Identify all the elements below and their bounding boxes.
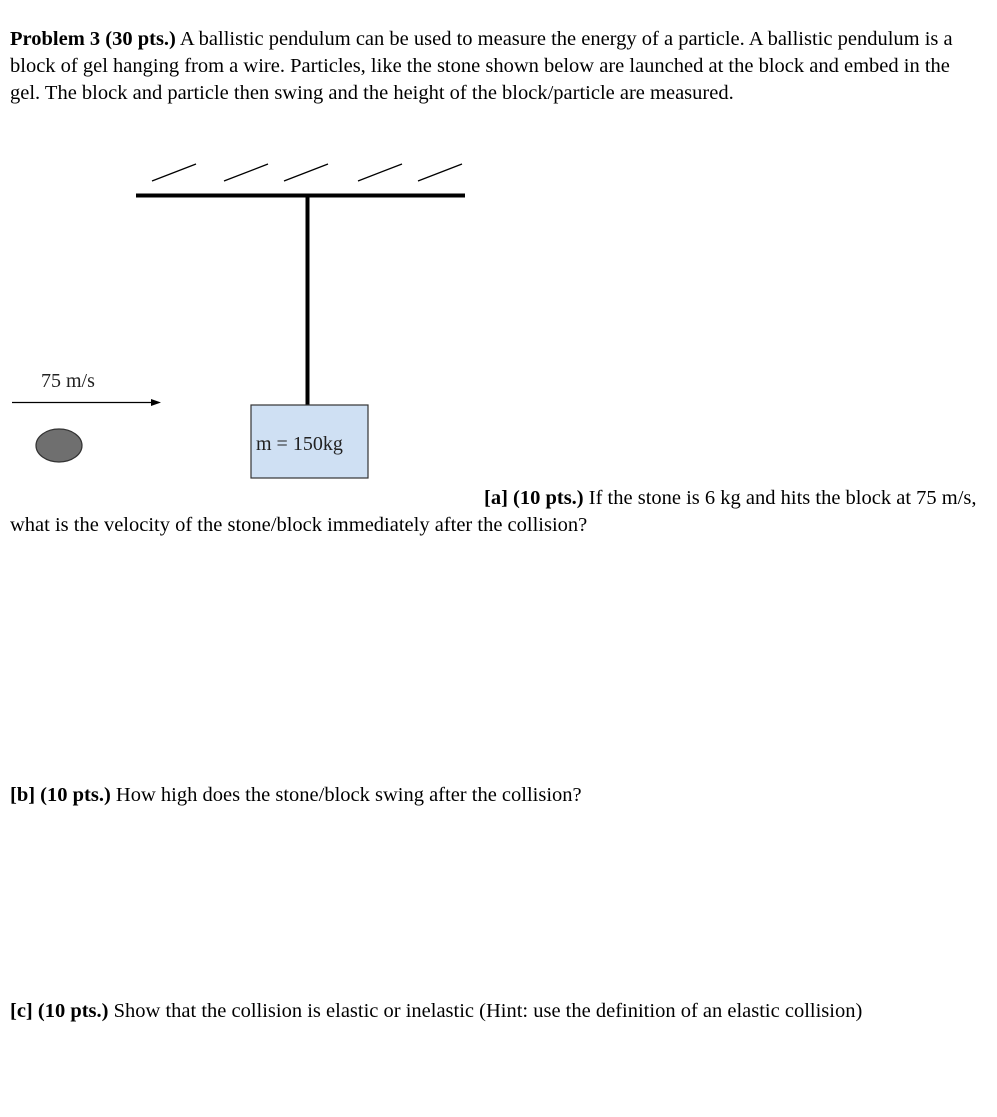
part-a-question (10, 485, 980, 539)
part-c-text: Show that the collision is elastic or inelastic (Hint: use the definition of an elastic collision) (108, 1000, 863, 1022)
problem-intro-text: A ballistic pendulum can be used to measure the energy of a particle. A ballistic pendulum is a block of gel hanging from a wire. Particles, like the stone shown below are launched at the block and embed in the gel. The block and particle then swing and the height of the block/particle are measured. (10, 28, 953, 104)
part-c-question (10, 998, 985, 1025)
problem-title: Problem 3 (30 pts.) (10, 28, 176, 50)
ballistic-pendulum-figure (0, 0, 997, 500)
part-b-question (10, 782, 970, 809)
part-b-text: How high does the stone/block swing after the collision? (110, 784, 582, 806)
velocity-arrowhead (151, 399, 161, 406)
part-a-text: If the stone is 6 kg and hits the block at 75 m/s, what is the velocity of the stone/block immediately after the collision? (10, 487, 977, 536)
part-b-label: [b] (10 pts.) (10, 784, 111, 806)
part-c-label: [c] (10 pts.) (10, 1000, 109, 1022)
velocity-label: 75 m/s (41, 370, 95, 392)
ceiling-hatching (152, 164, 462, 181)
part-a-label: [a] (10 pts.) (484, 487, 584, 509)
block-mass-label: m = 150kg (256, 433, 343, 455)
stone (36, 429, 82, 462)
